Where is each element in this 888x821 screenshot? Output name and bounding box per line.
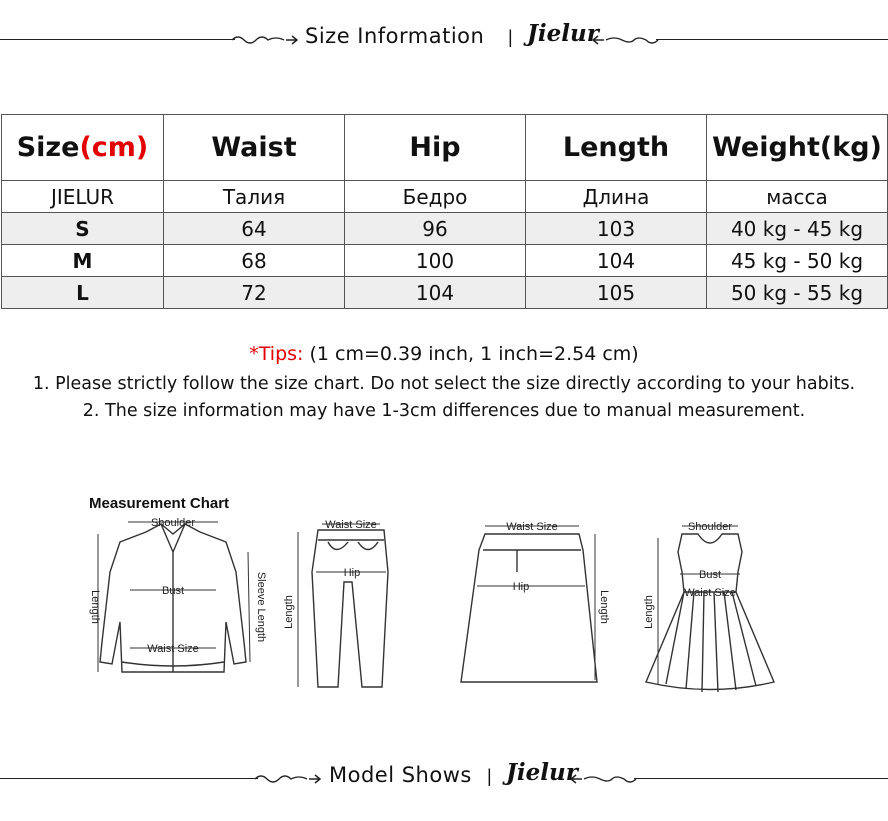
brand-logo: Jielur: [506, 759, 578, 786]
shirt-diagram: [86, 512, 266, 687]
skirt-waist-label: Waist Size: [506, 521, 558, 533]
shirt-shoulder-label: Shoulder: [150, 517, 196, 529]
skirt-hip-label: Hip: [512, 581, 530, 593]
waist-cell: 68: [164, 245, 345, 277]
shirt-length-label: Length: [89, 590, 101, 624]
hip-cell: 96: [345, 213, 526, 245]
weight-cell: 40 kg - 45 kg: [707, 213, 888, 245]
swirl-ornament-right: [588, 28, 658, 52]
swirl-ornament-left: [232, 28, 302, 52]
skirt-diagram: [455, 512, 610, 692]
weight-cell: 50 kg - 55 kg: [707, 277, 888, 309]
dress-shoulder-label: Shoulder: [687, 521, 733, 533]
measurement-chart-title: Measurement Chart: [89, 495, 230, 512]
table-row: [2, 277, 888, 309]
subheader-cell: Талия: [164, 181, 345, 213]
swirl-ornament-left: [255, 767, 325, 791]
length-cell: 104: [526, 245, 707, 277]
size-information-header: [0, 20, 888, 60]
tip-line-1: 1. Please strictly follow the size chart. Do not select the size directly according to your habits.: [32, 374, 856, 394]
size-cell: M: [2, 245, 164, 277]
header-rule-right: [656, 39, 888, 40]
table-row: [2, 213, 888, 245]
size-cell: S: [2, 213, 164, 245]
header-size: Size(cm): [2, 115, 164, 181]
header-rule-right: [634, 778, 888, 779]
length-cell: 105: [526, 277, 707, 309]
subheader-cell: масса: [707, 181, 888, 213]
pants-hip-label: Hip: [343, 567, 361, 579]
tips-heading: [0, 343, 888, 365]
pants-length-label: Length: [283, 595, 295, 629]
waist-cell: 64: [164, 213, 345, 245]
pants-waist-label: Waist Size: [325, 519, 377, 531]
dress-waist-label: Waist Size: [684, 587, 736, 599]
hip-cell: 100: [345, 245, 526, 277]
length-cell: 103: [526, 213, 707, 245]
weight-cell: 45 kg - 50 kg: [707, 245, 888, 277]
header-title: Size Information: [305, 24, 485, 48]
header-separator: |: [487, 766, 492, 786]
shirt-bust-label: Bust: [161, 585, 185, 597]
header-length: Length: [526, 115, 707, 181]
header-hip: Hip: [345, 115, 526, 181]
table-subheader-row: [2, 181, 888, 213]
tips-label: *Tips:: [249, 343, 304, 365]
subheader-cell: JIELUR: [2, 181, 164, 213]
waist-cell: 72: [164, 277, 345, 309]
model-shows-header: [0, 759, 888, 799]
subheader-cell: Длина: [526, 181, 707, 213]
skirt-length-label: Length: [598, 590, 610, 624]
size-table: [1, 114, 888, 309]
shirt-sleeve-label: Sleeve Length: [255, 571, 267, 643]
subheader-cell: Бедро: [345, 181, 526, 213]
pants-diagram: [283, 512, 398, 692]
brand-logo: Jielur: [527, 20, 599, 47]
size-cell: L: [2, 277, 164, 309]
hip-cell: 104: [345, 277, 526, 309]
header-waist: Waist: [164, 115, 345, 181]
table-row: [2, 245, 888, 277]
header-separator: |: [508, 27, 513, 47]
header-title: Model Shows: [329, 763, 472, 787]
dress-length-label: Length: [643, 595, 655, 629]
table-header-row: [2, 115, 888, 181]
header-rule-left: [0, 778, 258, 779]
tip-line-2: 2. The size information may have 1-3cm differences due to manual measurement.: [82, 401, 806, 421]
header-weight: Weight(kg): [707, 115, 888, 181]
swirl-ornament-right: [566, 767, 636, 791]
shirt-waist-label: Waist Size: [147, 643, 199, 655]
dress-bust-label: Bust: [698, 569, 722, 581]
tips-conversion: (1 cm=0.39 inch, 1 inch=2.54 cm): [303, 343, 639, 365]
header-rule-left: [0, 39, 235, 40]
dress-diagram: [642, 512, 782, 697]
